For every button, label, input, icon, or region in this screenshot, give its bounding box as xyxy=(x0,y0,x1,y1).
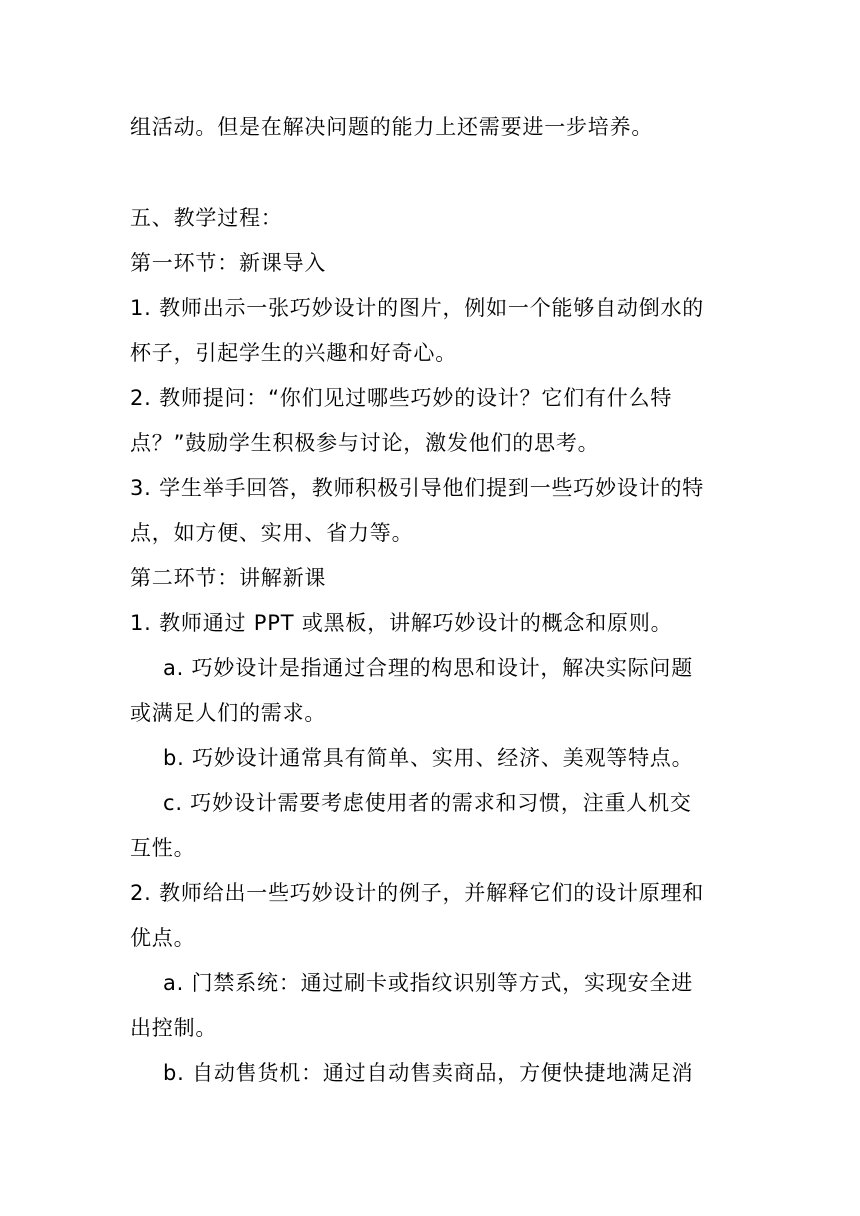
text-line: c. 巧妙设计需要考虑使用者的需求和习惯，注重人机交 xyxy=(163,791,692,815)
subsection-heading: 第一环节：新课导入 xyxy=(130,251,327,275)
subsection-heading: 第二环节：讲解新课 xyxy=(130,566,327,590)
text-line: 点，如方便、实用、省力等。 xyxy=(130,521,414,545)
text-line: 3. 学生举手回答，教师积极引导他们提到一些巧妙设计的特 xyxy=(130,476,705,500)
section-heading: 五、教学过程： xyxy=(130,206,283,230)
text-line: 2. 教师提问：“你们见过哪些巧妙的设计？它们有什么特 xyxy=(130,386,673,410)
text-line: 或满足人们的需求。 xyxy=(130,701,327,725)
text-line: b. 巧妙设计通常具有简单、实用、经济、美观等特点。 xyxy=(163,746,694,770)
text-line: 1. 教师出示一张巧妙设计的图片，例如一个能够自动倒水的 xyxy=(130,296,705,320)
text-line: 点？”鼓励学生积极参与讨论，激发他们的思考。 xyxy=(130,431,600,455)
text-line: 组活动。但是在解决问题的能力上还需要进一步培养。 xyxy=(130,115,654,139)
text-line: 出控制。 xyxy=(130,1016,218,1040)
text-line: 2. 教师给出一些巧妙设计的例子，并解释它们的设计原理和 xyxy=(130,881,705,905)
text-line: 1. 教师通过 PPT 或黑板，讲解巧妙设计的概念和原则。 xyxy=(130,611,673,635)
text-line: b. 自动售货机：通过自动售卖商品，方便快捷地满足消 xyxy=(163,1061,694,1085)
text-line: 杯子，引起学生的兴趣和好奇心。 xyxy=(130,341,457,365)
text-line: a. 门禁系统：通过刷卡或指纹识别等方式，实现安全进 xyxy=(163,971,694,995)
text-line: 互性。 xyxy=(130,836,196,860)
text-line: 优点。 xyxy=(130,926,196,950)
text-line: a. 巧妙设计是指通过合理的构思和设计，解决实际问题 xyxy=(163,656,694,680)
